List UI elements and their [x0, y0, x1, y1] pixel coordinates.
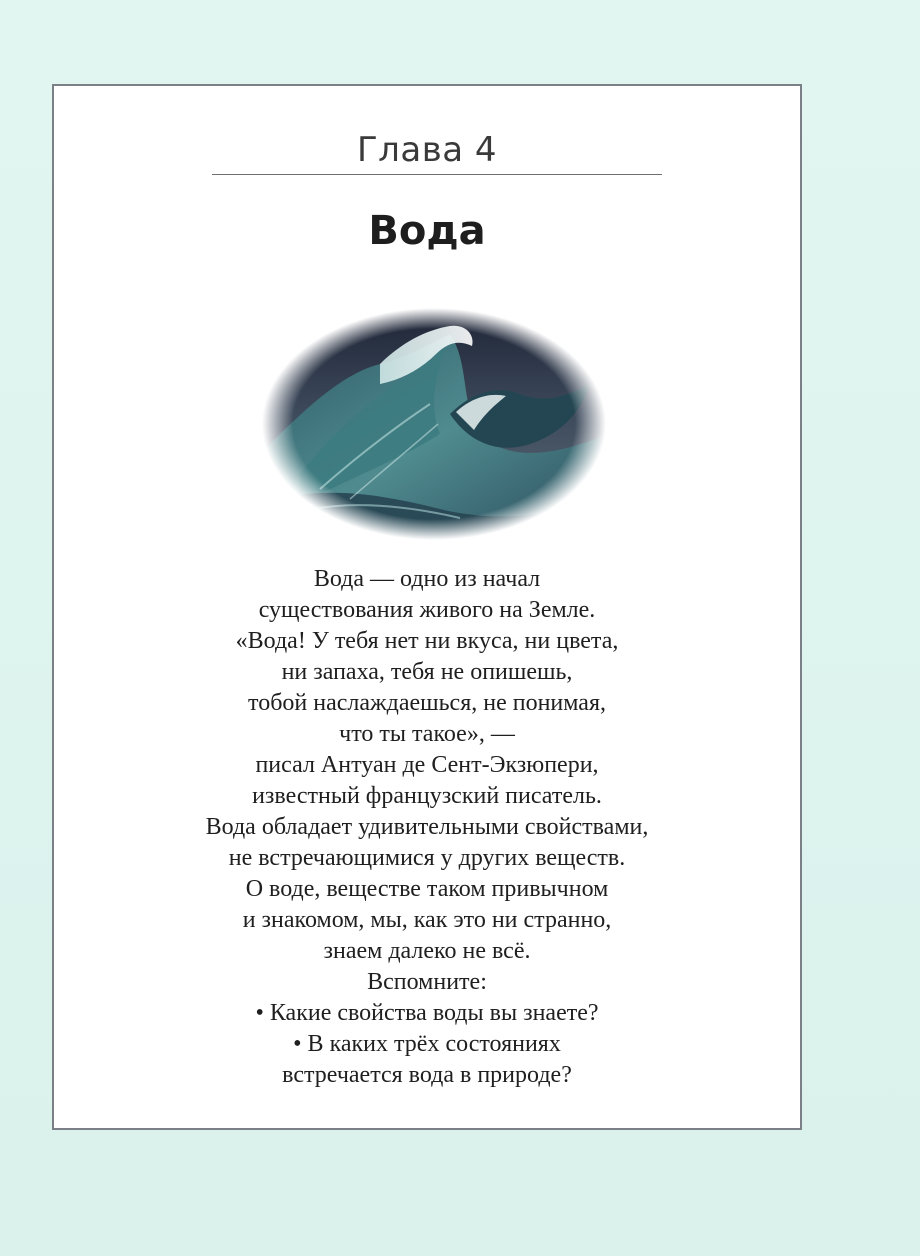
- ocean-wave-illustration: [260, 304, 608, 544]
- intro-line: О воде, веществе таком привычном: [245, 876, 609, 902]
- intro-line: известный французский писатель.: [252, 783, 602, 809]
- chapter-label: Глава 4: [356, 130, 498, 170]
- chapter-opener-card: [52, 84, 802, 1130]
- chapter-title: Вода: [368, 208, 486, 254]
- intro-line: Вода — одно из начал: [313, 566, 541, 592]
- chapter-divider: [212, 174, 662, 175]
- intro-line: и знакомом, мы, как это ни странно,: [242, 907, 612, 933]
- intro-line: что ты такое», —: [339, 721, 515, 747]
- remember-heading: Вспомните:: [367, 969, 487, 995]
- intro-line: не встречающимися у других веществ.: [228, 845, 626, 871]
- question-item-continuation: встречается вода в природе?: [282, 1062, 572, 1088]
- intro-line: ни запаха, тебя не опишешь,: [281, 659, 573, 685]
- intro-line: Вода обладает удивительными свойствами,: [205, 814, 649, 840]
- intro-line: тобой наслаждаешься, не понимая,: [248, 690, 606, 716]
- intro-line: знаем далеко не всё.: [323, 938, 531, 964]
- intro-line: «Вода! У тебя нет ни вкуса, ни цвета,: [235, 628, 619, 654]
- intro-line: существования живого на Земле.: [258, 597, 596, 623]
- question-item: • Какие свойства воды вы знаете?: [255, 1000, 599, 1026]
- intro-line: писал Антуан де Сент-Экзюпери,: [255, 752, 599, 778]
- chapter-intro-text: [54, 564, 800, 1091]
- question-item: • В каких трёх состояниях: [293, 1031, 561, 1057]
